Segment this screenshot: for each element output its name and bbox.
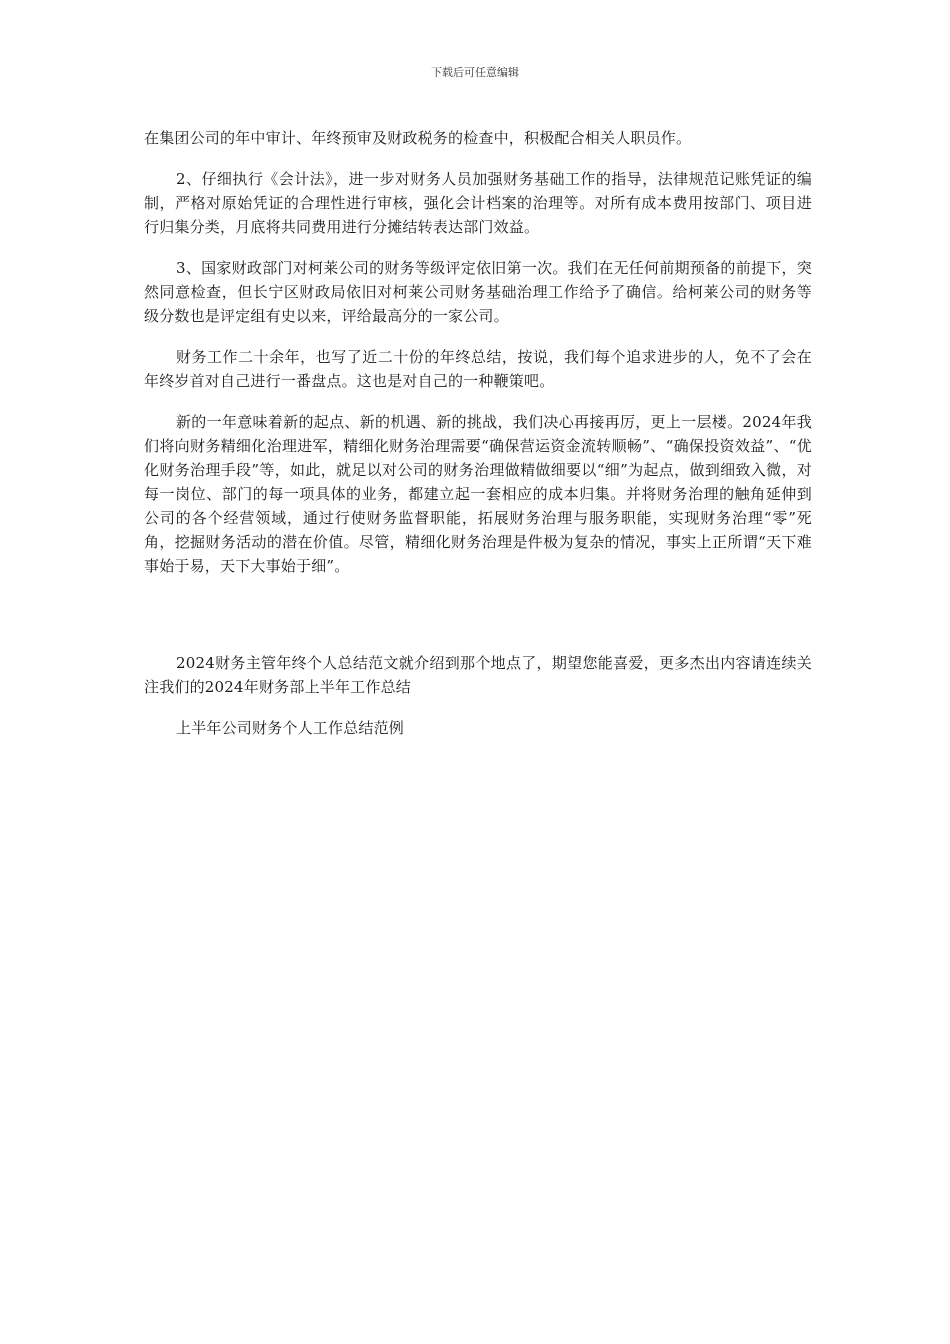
paragraph-finance-rating: 3、国家财政部门对柯莱公司的财务等级评定依旧第一次。我们在无任何前期预备的前提下，突然同意检查，但长宁区财政局依旧对柯莱公司财务基础治理工作给予了确信。给柯莱公司的财务等级分数也是评定组有史以来，评给最高分的一家公司。 [144, 259, 812, 325]
paragraph-accounting-law: 2、仔细执行《会计法》，进一步对财务人员加强财务基础工作的指导，法律规范记账凭证的编制，严格对原始凭证的合理性进行审核，强化会计档案的治理等。对所有成本费用按部门、项目进行归集分类，月底将共同费用进行分摊结转表达部门效益。 [144, 170, 812, 236]
document-body [144, 126, 812, 740]
paragraph-new-year-plan: 新的一年意味着新的起点、新的机遇、新的挑战，我们决心再接再厉，更上一层楼。2024年我们将向财务精细化治理进军，精细化财务治理需要“确保营运资金流转顺畅”、“确保投资效益”、“优化财务治理手段”等，如此，就足以对公司的财务治理做精做细要以“细”为起点，做到细致入微，对每一岗位、部门的每一项具体的业务，都建立起一套相应的成本归集。并将财务治理的触角延伸到公司的各个经营领域，通过行使财务监督职能，拓展财务治理与服务职能，实现财务治理“零”死角，挖掘财务活动的潜在价值。尽管，精细化财务治理是件极为复杂的情况，事实上正所谓“天下难事始于易，天下大事始于细”。 [144, 413, 812, 575]
paragraph-related-title: 上半年公司财务个人工作总结范例 [176, 719, 405, 737]
paragraph-closing-note: 2024财务主管年终个人总结范文就介绍到那个地点了，期望您能喜爱，更多杰出内容请连续关注我们的2024年财务部上半年工作总结 [144, 654, 812, 696]
paragraph-audit-cooperation: 在集团公司的年中审计、年终预审及财政税务的检查中，积极配合相关人职员作。 [144, 129, 692, 147]
page-header-note: 下载后可任意编辑 [431, 66, 519, 79]
paragraph-career-reflection: 财务工作二十余年，也写了近二十份的年终总结，按说，我们每个追求进步的人，免不了会在年终岁首对自己进行一番盘点。这也是对自己的一种鞭策吧。 [144, 348, 812, 390]
